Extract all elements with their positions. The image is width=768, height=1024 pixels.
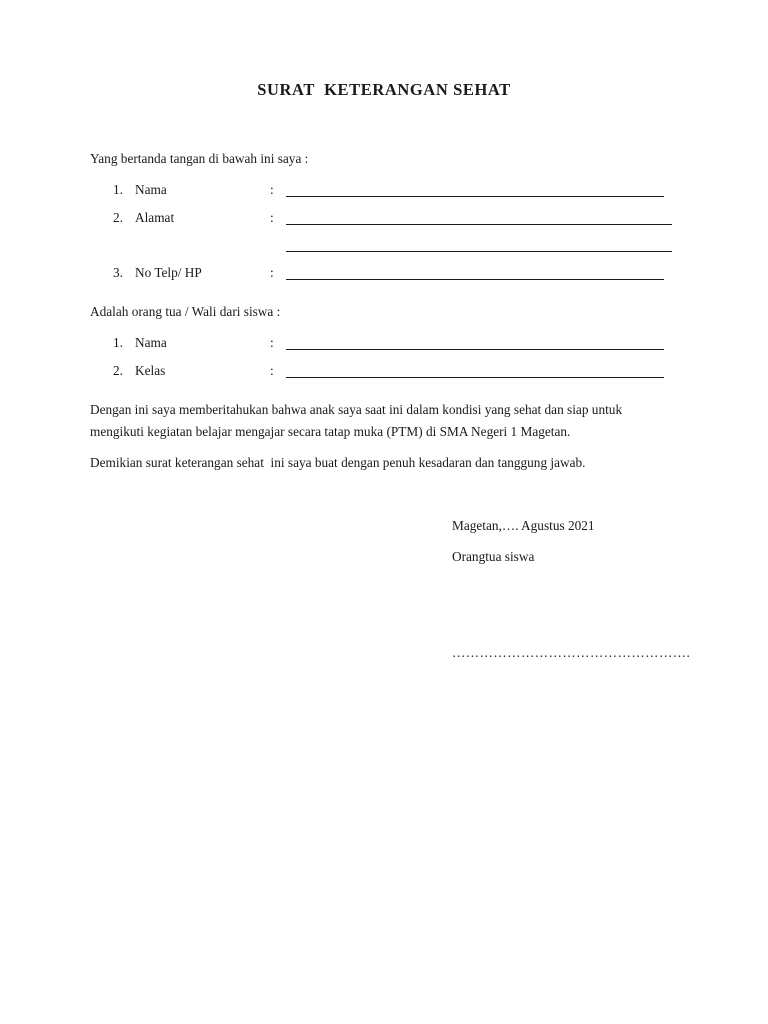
field-number: 2. xyxy=(113,210,123,225)
student-intro-text: Adalah orang tua / Wali dari siswa : xyxy=(90,304,281,319)
place-date: Magetan,…. Agustus 2021 xyxy=(452,518,595,533)
field-number: 2. xyxy=(113,363,123,378)
blank-line xyxy=(286,377,664,378)
student-field-class xyxy=(0,363,768,381)
parent-field-phone xyxy=(0,265,768,283)
field-colon: : xyxy=(270,363,274,378)
blank-line xyxy=(286,196,664,197)
field-colon: : xyxy=(270,335,274,350)
field-number: 1. xyxy=(113,182,123,197)
closing-paragraph: Demikian surat keterangan sehat ini saya buat dengan penuh kesadaran dan tanggung jawab. xyxy=(90,455,586,470)
signature-line: ……………………………………………. xyxy=(452,645,691,660)
signer-role: Orangtua siswa xyxy=(452,549,535,564)
blank-line xyxy=(286,251,672,252)
student-field-name xyxy=(0,335,768,353)
parent-field-name xyxy=(0,182,768,200)
field-number: 3. xyxy=(113,265,123,280)
field-label: Kelas xyxy=(135,363,166,378)
document-title: SURAT KETERANGAN SEHAT xyxy=(257,80,511,99)
field-colon: : xyxy=(270,210,274,225)
field-colon: : xyxy=(270,265,274,280)
field-label: Alamat xyxy=(135,210,175,225)
field-label: Nama xyxy=(135,182,167,197)
blank-line xyxy=(286,279,664,280)
field-label: No Telp/ HP xyxy=(135,265,202,280)
field-colon: : xyxy=(270,182,274,197)
parent-field-address xyxy=(0,210,768,228)
statement-paragraph: Dengan ini saya memberitahukan bahwa anak saya saat ini dalam kondisi yang sehat dan siap untuk mengikuti kegiatan belajar mengajar secara tatap muka (PTM) di SMA Negeri 1 Magetan. xyxy=(90,402,623,439)
field-number: 1. xyxy=(113,335,123,350)
field-label: Nama xyxy=(135,335,167,350)
blank-line xyxy=(286,349,664,350)
parent-field-address-continued xyxy=(0,237,768,255)
intro-text: Yang bertanda tangan di bawah ini saya : xyxy=(90,151,309,166)
blank-line xyxy=(286,224,672,225)
